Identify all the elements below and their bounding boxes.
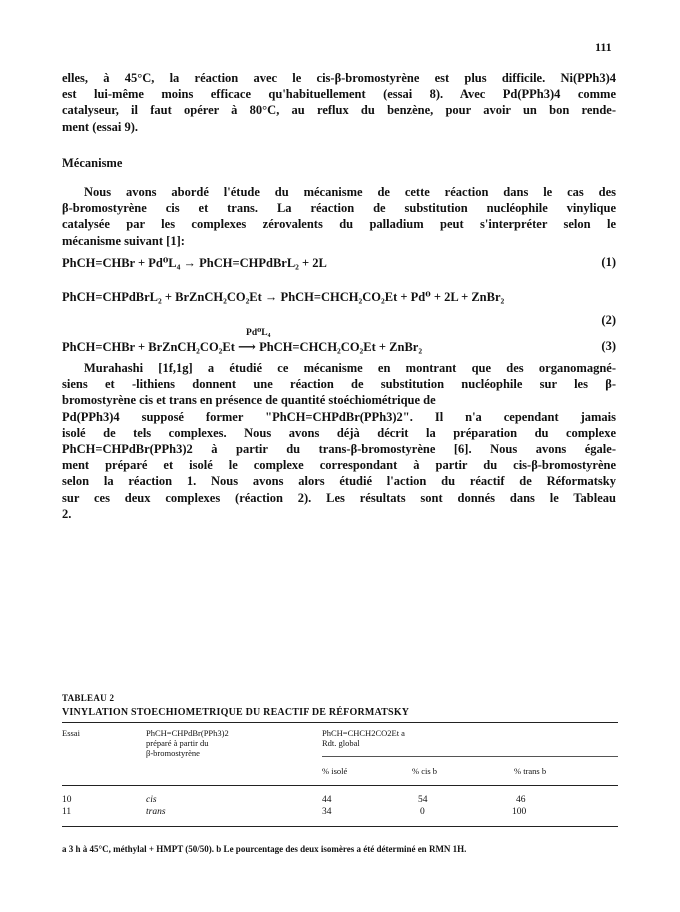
table-subheader-rule: [322, 756, 618, 757]
mechanism-paragraph: [62, 184, 616, 249]
text-line: Nous avons abordé l'étude du mécanisme de cette réaction dans le cas des: [84, 185, 616, 199]
text-line: ment (essai 9).: [62, 119, 139, 134]
table-cell-isole: 44: [322, 795, 332, 805]
text-line: catalyseur, il faut opérer à 80°C, au reflux du benzène, pour avoir un bon rende-: [62, 103, 616, 118]
reaction-arrow: [238, 328, 271, 355]
murahashi-paragraph: [62, 360, 616, 522]
text-line: PhCH=CHPdBr(PPh3)2 à partir du trans-β-bromostyrène [6]. Nous avons égale-: [62, 441, 616, 456]
text-line: β-bromostyrène cis et trans. La réaction de substitution nucléophile vinylique: [62, 201, 616, 216]
text-line: Pd(PPh3)4 supposé former "PhCH=CHPdBr(PPh3)2". Il n'a cependant jamais: [62, 409, 616, 424]
text-line: mécanisme suivant [1]:: [62, 233, 185, 248]
table-header-complex: [146, 728, 229, 758]
table-cell-cis: 54: [418, 795, 428, 805]
text-line: Murahashi [1f,1g] a étudié ce mécanisme en montrant que des organomagné-: [84, 361, 616, 375]
text-line: elles, à 45°C, la réaction avec le cis-β-bromostyrène est plus difficile. Ni(PPh3)4: [62, 71, 616, 85]
equation-number: (3): [601, 339, 616, 353]
table-header-essai: Essai: [62, 728, 80, 738]
equation-left: PhCH=CHBr + BrZnCH₂CO₂Et: [62, 340, 235, 354]
table-cell-trans: 100: [512, 807, 527, 817]
table-header-bottom-rule: [62, 785, 618, 786]
table-cell-cis: 0: [420, 807, 425, 817]
equation-3: [62, 328, 616, 355]
table-2: [62, 693, 618, 718]
table-subheader-isole: % isolé: [322, 766, 348, 776]
header-line: PhCH=CHPdBr(PPh3)2: [146, 728, 229, 738]
equation-2: [62, 289, 616, 305]
text-line: bromostyrène cis et trans en présence de quantité stoéchiométrique de: [62, 393, 436, 408]
table-title: VINYLATION STOECHIOMETRIQUE DU REACTIF DE RÉFORMATSKY: [62, 707, 410, 718]
table-subheader-cis: % cis b: [412, 766, 438, 776]
text-line: selon la réaction 1. Nous avons alors étudié l'action du réactif de Réformatsky: [62, 474, 616, 489]
table-cell-essai: 11: [62, 807, 72, 817]
text-line: est lui-même moins efficace qu'habituellement (essai 8). Avec Pd(PPh3)4 comme: [62, 87, 616, 102]
table-cell-isomer: trans: [146, 807, 166, 817]
equation-text: PhCH=CHPdBrL₂ + BrZnCH₂CO₂Et → PhCH=CHCH₂CO₂Et + Pd⁰ + 2L + ZnBr₂: [62, 290, 505, 304]
text-line: isolé de tels complexes. Nous avons déjà décrit la préparation du complexe: [62, 425, 616, 440]
table-header-product: [322, 728, 405, 748]
table-top-rule: [62, 722, 618, 723]
header-line: préparé à partir du: [146, 738, 209, 748]
header-line: PhCH=CHCH2CO2Et a: [322, 728, 405, 738]
text-line: siens et -lithiens donnent une réaction de substitution nucléophile sur les β-: [62, 377, 616, 392]
table-footnote: a 3 h à 45°C, méthylal + HMPT (50/50). b Le pourcentage des deux isomères a été déterminé en RMN 1H.: [62, 844, 467, 854]
section-heading: Mécanisme: [62, 156, 123, 170]
arrow-glyph: ⟶: [238, 340, 256, 354]
text-line: ment préparé et isolé le complexe correspondant à partir du cis-β-bromostyrène: [62, 458, 616, 473]
table-cell-essai: 10: [62, 795, 72, 805]
table-label: TABLEAU 2: [62, 693, 115, 703]
header-line: β-bromostyrène: [146, 748, 200, 758]
equation-right: PhCH=CHCH₂CO₂Et + ZnBr₂: [259, 340, 423, 354]
page-number: 111: [595, 40, 612, 54]
header-line: Rdt. global: [322, 738, 360, 748]
text-line: sur ces deux complexes (réaction 2). Les résultats sont donnés dans le Tableau: [62, 490, 616, 505]
table-subheader-trans: % trans b: [514, 766, 547, 776]
text-line: 2.: [62, 506, 72, 521]
equation-number: (1): [601, 255, 616, 269]
intro-paragraph: [62, 70, 616, 135]
table-bottom-rule: [62, 826, 618, 827]
equation-1: [62, 255, 616, 271]
table-cell-trans: 46: [516, 795, 526, 805]
catalyst-label: Pd⁰L₄: [246, 328, 271, 338]
equation-text: PhCH=CHBr + Pd⁰L₄ → PhCH=CHPdBrL₂ + 2L: [62, 256, 327, 270]
equation-number: (2): [601, 313, 616, 327]
table-cell-isomer: cis: [146, 795, 157, 805]
table-cell-isole: 34: [322, 807, 332, 817]
text-line: catalysée par les complexes zérovalents du palladium peut s'interpréter selon le: [62, 217, 616, 232]
